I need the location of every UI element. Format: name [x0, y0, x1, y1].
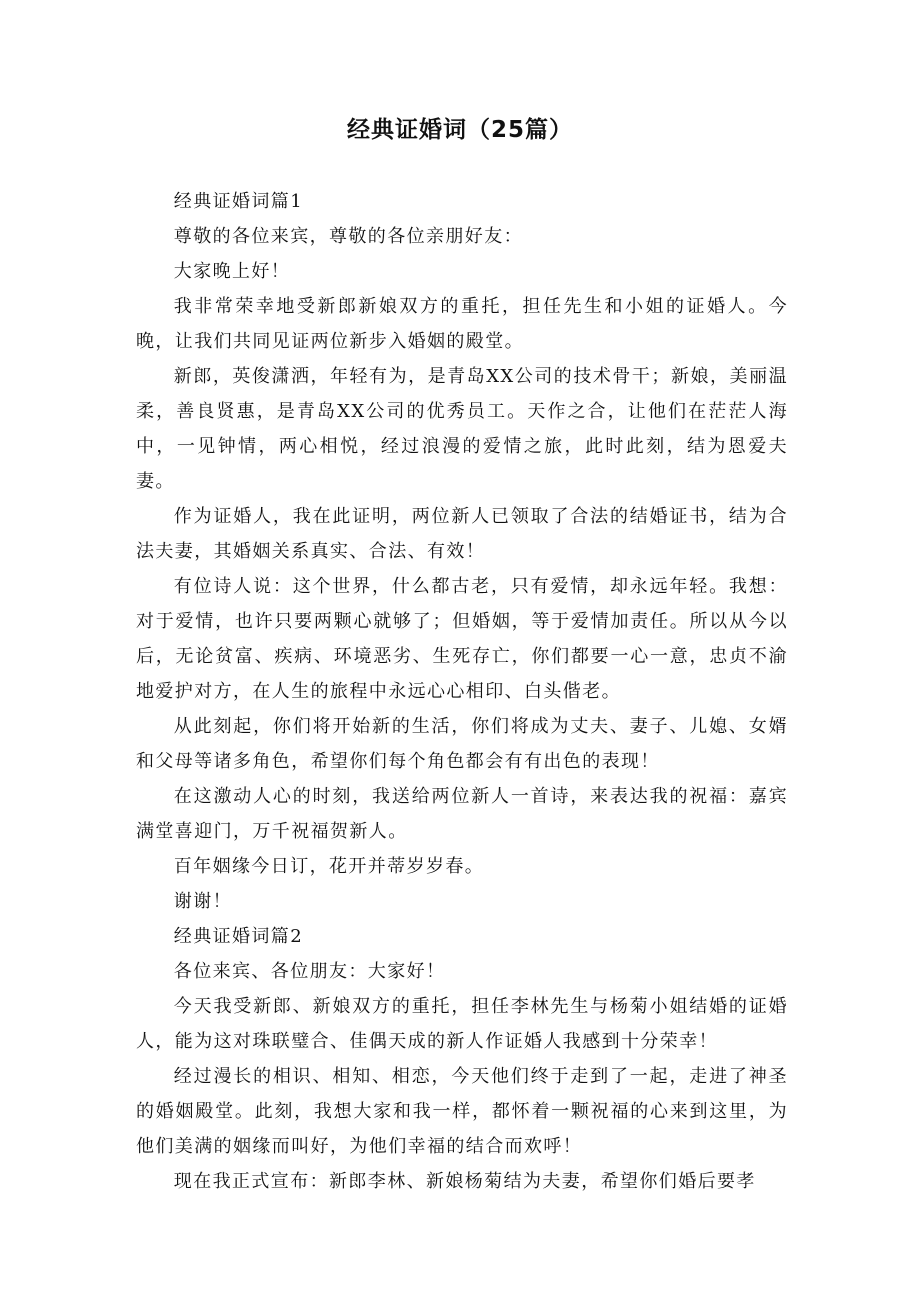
paragraph: 作为证婚人，我在此证明，两位新人已领取了合法的结婚证书，结为合法夫妻，其婚姻关系真实、合法、有效！ — [136, 506, 788, 562]
section-heading-2: 经典证婚词篇2 — [173, 926, 304, 947]
paragraph: 我非常荣幸地受新郎新娘双方的重托，担任先生和小姐的证婚人。今晚，让我们共同见证两位新步入婚姻的殿堂。 — [136, 296, 788, 352]
greeting: 大家晚上好！ — [173, 261, 291, 282]
salutation: 各位来宾、各位朋友：大家好！ — [173, 961, 446, 982]
salutation: 尊敬的各位来宾，尊敬的各位亲朋好友： — [173, 226, 523, 247]
section-heading-1: 经典证婚词篇1 — [173, 191, 304, 212]
paragraph: 有位诗人说：这个世界，什么都古老，只有爱情，却永远年轻。我想：对于爱情，也许只要两颗心就够了；但婚姻，等于爱情加责任。所以从今以后，无论贫富、疾病、环境恶劣、生死存亡，你们都要一心一意，忠贞不渝地爱护对方，在人生的旅程中永远心心相印、白头偕老。 — [136, 576, 788, 702]
paragraph: 经过漫长的相识、相知、相恋，今天他们终于走到了一起，走进了神圣的婚姻殿堂。此刻，我想大家和我一样，都怀着一颗祝福的心来到这里，为他们美满的姻缘而叫好，为他们幸福的结合而欢呼！ — [136, 1066, 788, 1157]
paragraph: 在这激动人心的时刻，我送给两位新人一首诗，来表达我的祝福：嘉宾满堂喜迎门，万千祝福贺新人。 — [136, 786, 788, 842]
paragraph: 现在我正式宣布：新郎李林、新娘杨菊结为夫妻，希望你们婚后要孝 — [173, 1171, 756, 1192]
document-body — [136, 184, 788, 1199]
closing: 谢谢！ — [173, 891, 232, 912]
document-title: 经典证婚词（25篇） — [346, 117, 573, 143]
paragraph: 今天我受新郎、新娘双方的重托，担任李林先生与杨菊小姐结婚的证婚人，能为这对珠联璧合、佳偶天成的新人作证婚人我感到十分荣幸！ — [136, 996, 788, 1052]
paragraph: 从此刻起，你们将开始新的生活，你们将成为丈夫、妻子、儿媳、女婿和父母等诸多角色，希望你们每个角色都会有有出色的表现！ — [136, 716, 788, 772]
paragraph: 百年姻缘今日订，花开并蒂岁岁春。 — [173, 856, 485, 877]
paragraph: 新郎，英俊潇洒，年轻有为，是青岛XX公司的技术骨干；新娘，美丽温柔，善良贤惠，是青岛XX公司的优秀员工。天作之合，让他们在茫茫人海中，一见钟情，两心相悦，经过浪漫的爱情之旅，此时此刻，结为恩爱夫妻。 — [136, 366, 788, 492]
